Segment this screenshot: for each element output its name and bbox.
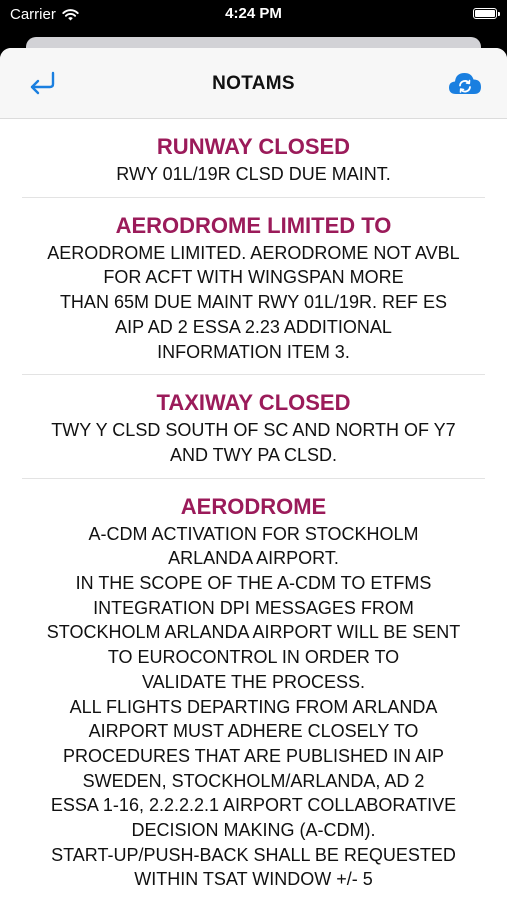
carrier-label: Carrier <box>10 6 56 23</box>
page-title: NOTAMS <box>212 73 295 94</box>
notam-body: TWY Y CLSD SOUTH OF SC AND NORTH OF Y7 AND TWY PA CLSD. <box>51 420 456 465</box>
notam-title: AERODROME <box>180 493 327 519</box>
notam-body: AERODROME LIMITED. AERODROME NOT AVBL FOR ACFT WITH WINGSPAN MORE THAN 65M DUE MAINT RWY 01L/19R. REF ES AIP AD 2 ESSA 2.23 ADDITIONAL INFORMATION ITEM 3. <box>47 242 460 362</box>
notam-body: RWY 01L/19R CLSD DUE MAINT. <box>116 164 391 184</box>
notam-item[interactable] <box>22 119 485 198</box>
status-time: 4:24 PM <box>225 5 282 22</box>
sync-button[interactable] <box>447 70 483 96</box>
notam-title: RUNWAY CLOSED <box>156 134 351 159</box>
notams-sheet <box>0 48 507 900</box>
notam-item[interactable] <box>22 375 485 478</box>
notam-title: TAXIWAY CLOSED <box>156 390 351 416</box>
nav-bar <box>0 48 507 119</box>
notam-title: AERODROME LIMITED TO <box>115 212 392 238</box>
cloud-sync-icon <box>447 70 483 96</box>
notam-item[interactable] <box>22 198 485 376</box>
battery-icon <box>473 8 497 19</box>
notam-item[interactable] <box>22 479 485 900</box>
notam-list <box>0 119 507 900</box>
notam-body: A-CDM ACTIVATION FOR STOCKHOLM ARLANDA AIRPORT. IN THE SCOPE OF THE A-CDM TO ETFMS INTEGRATION DPI MESSAGES FROM STOCKHOLM ARLANDA AIRPORT WILL BE SENT TO EUROCONTROL IN ORDER TO VALIDATE THE PROCESS. ALL FLIGHTS DEPARTING FROM ARLANDA AIRPORT MUST ADHERE CLOSELY TO PROCEDURES THAT ARE PUBLISHED IN AIP SWEDEN, STOCKHOLM/ARLANDA, AD 2 ESSA 1-16, 2.2.2.2.1 AIRPORT COLLABORATIVE DECISION MAKING (A-CDM). START-UP/PUSH-BACK SHALL BE REQUESTED WITHIN TSAT WINDOW +/- 5 <box>46 523 461 890</box>
status-bar <box>0 0 507 30</box>
